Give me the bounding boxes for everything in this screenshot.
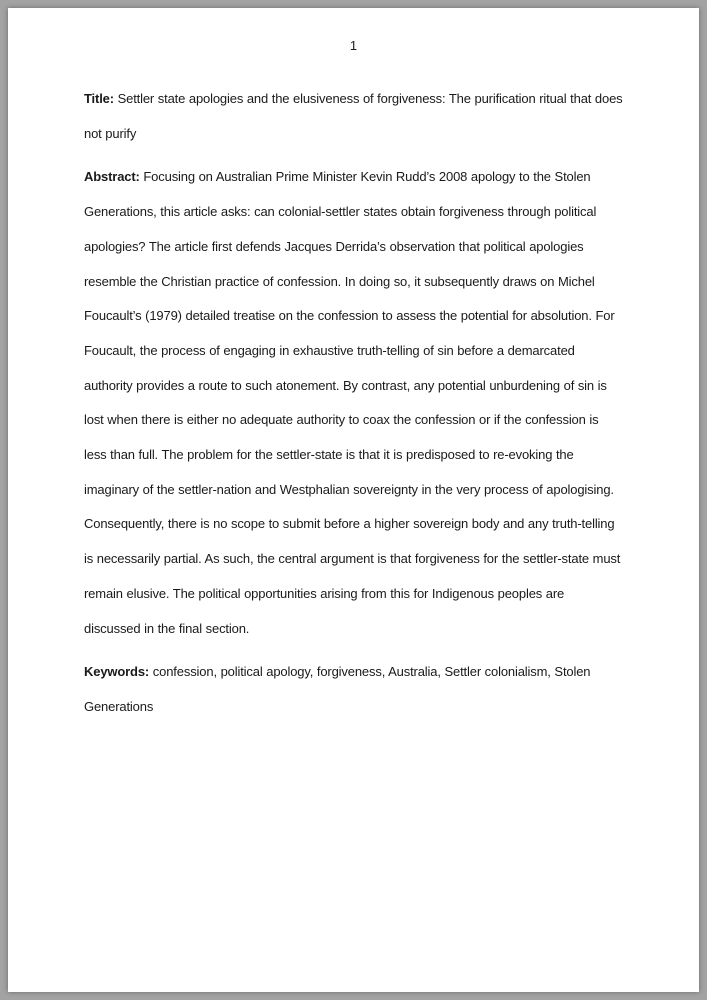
- keywords-paragraph: [84, 655, 623, 724]
- abstract-label: Abstract:: [84, 169, 140, 185]
- keywords-text: confession, political apology, forgiveness, Australia, Settler colonialism, Stolen Generations: [84, 664, 591, 714]
- title-paragraph: [84, 82, 623, 151]
- title-label: Title:: [84, 91, 114, 106]
- document-page: [8, 8, 699, 992]
- page-number: 1: [349, 38, 358, 53]
- keywords-label: Keywords:: [84, 664, 150, 680]
- abstract-text: Focusing on Australian Prime Minister Kevin Rudd’s 2008 apology to the Stolen Generations, this article asks: can colonial-settler states obtain forgiveness through political apologies? The article first defends Jacques Derrida’s observation that political apologies resemble the Christian practice of confession. In doing so, it subsequently draws on Michel Foucault’s (1979) detailed treatise on the confession to assess the potential for absolution. For Foucault, the process of engaging in exhaustive truth-telling of sin before a demarcated authority provides a route to such atonement. By contrast, any potential unburdening of sin is lost when there is either no adequate authority to coax the confession or if the confession is less than full. The problem for the settler-state is that it is predisposed to re-evoking the imaginary of the settler-nation and Westphalian sovereignty in the very process of apologising. Consequently, there is no scope to submit before a higher sovereign body and any truth-telling is necessarily partial. As such, the central argument is that forgiveness for the settler-state must remain elusive. The political opportunities arising from this for Indigenous peoples are discussed in the final section.: [84, 169, 621, 636]
- abstract-paragraph: [84, 160, 623, 646]
- title-text: Settler state apologies and the elusiveness of forgiveness: The purification ritual that does not purify: [84, 91, 623, 141]
